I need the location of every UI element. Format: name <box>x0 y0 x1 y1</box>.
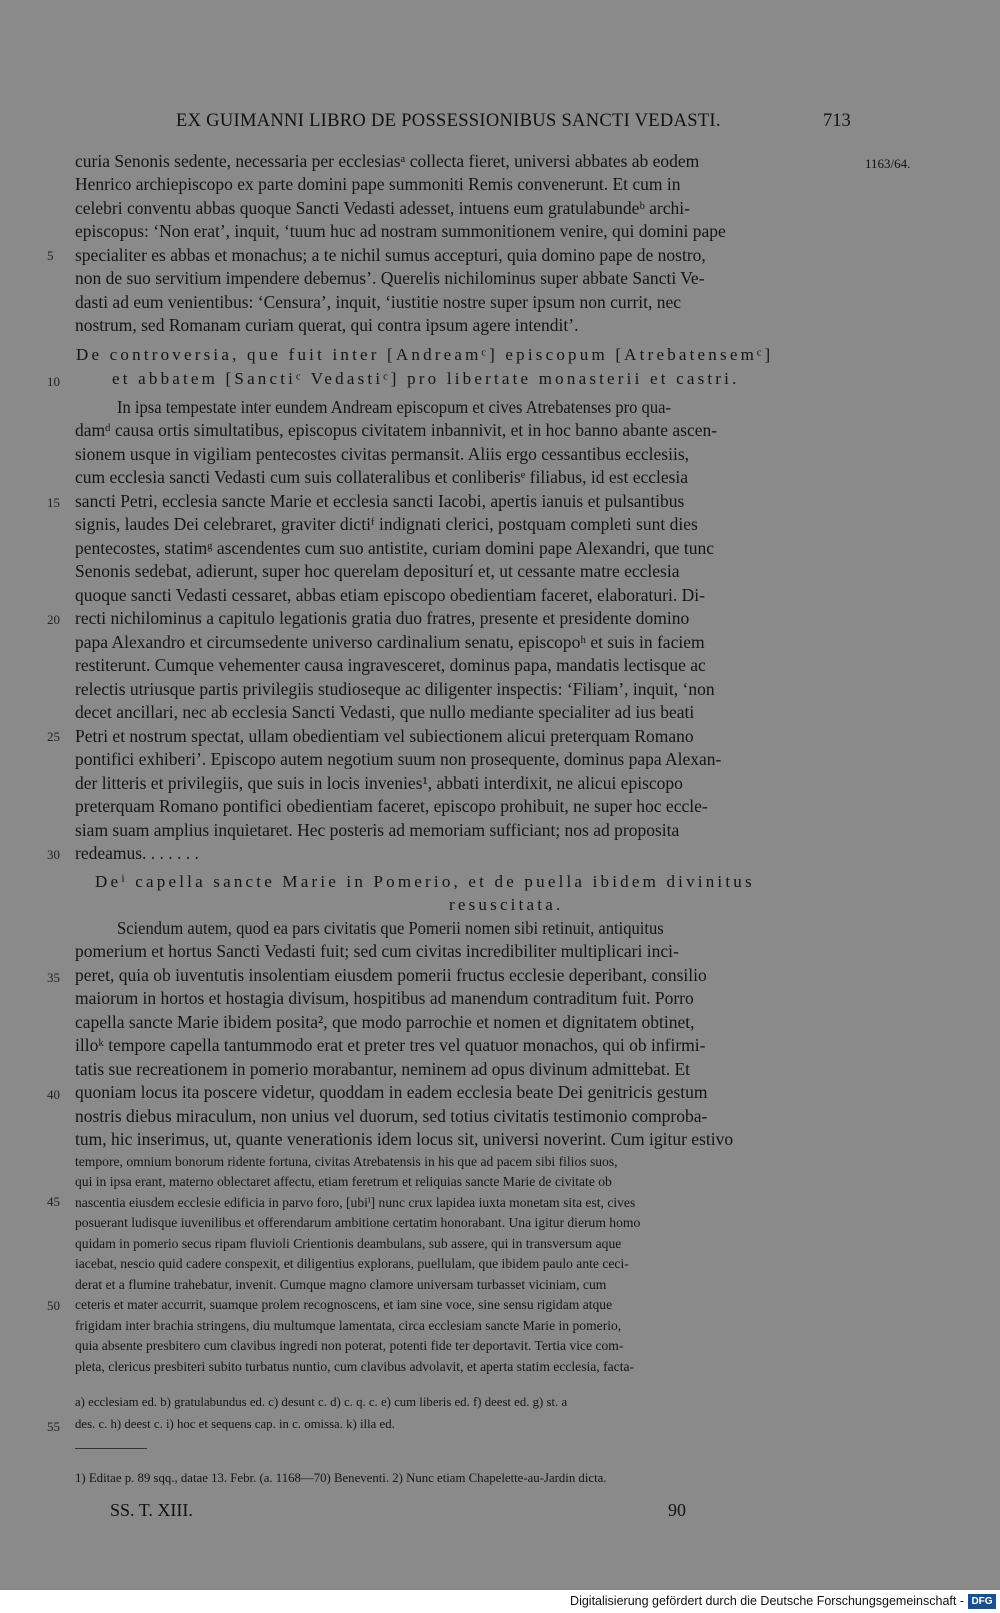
body-line: celebri conventu abbas quoque Sancti Vedasti adesset, intuens eum gratulabundeᵇ archi- <box>75 198 690 218</box>
small-print-line: quidam in pomerio secus ripam fluvioli Crientionis deambulans, sub assere, qui in transversum aque <box>75 1236 622 1251</box>
body-line: preterquam Romano pontifici obedientiam faceret, episcopo prohibuit, ne super hoc eccle- <box>75 796 708 816</box>
body-line: pomerium et hortus Sancti Vedasti fuit; sed cum civitas incredibiliter multiplicari inci- <box>75 941 679 961</box>
small-print-line: quia absente presbitero cum clavibus ingredi non poterat, potenti fide ter deportavit. Tertia vice com- <box>75 1338 624 1353</box>
line-number: 35 <box>47 970 60 985</box>
running-title: EX GUIMANNI LIBRO DE POSSESSIONIBUS SANCTI VEDASTI. <box>176 111 721 131</box>
small-print-line: posuerant ludisque iuvenilibus et offerendarum ambitione certatim honorabant. Una igitur dierum homo <box>75 1215 641 1230</box>
body-line: papa Alexandro et circumsedente universo cardinalium senatu, episcopoʰ et suis in faciem <box>75 632 705 652</box>
section-heading-line: resuscitata. <box>449 895 564 914</box>
line-number: 30 <box>47 847 60 862</box>
body-line: In ipsa tempestate inter eundem Andream episcopum et cives Atrebatenses pro qua- <box>117 397 671 417</box>
body-line: episcopus: ‘Non erat’, inquit, ‘tuum huc ad nostram summonitionem venire, qui domini pape <box>75 221 726 241</box>
line-number: 20 <box>47 612 60 627</box>
small-print-line: pleta, clericus presbiteri subito turbatus nuntio, cum clavibus advolavit, et aperta statim ecclesia, facta- <box>75 1359 635 1374</box>
line-number: 45 <box>47 1194 60 1209</box>
page-number: 713 <box>823 111 851 131</box>
body-line: tatis sue recreationem in pomerio morabantur, neminem ad opus divinum admittebat. Et <box>75 1059 691 1079</box>
footer-bar <box>0 1590 1000 1613</box>
body-line: tum, hic inserimus, ut, quante venerationis idem locus sit, universi noverint. Cum igitur estivo <box>75 1129 734 1149</box>
dfg-logo-icon: DFG <box>968 1594 996 1609</box>
body-line: sionem usque in vigiliam pentecostes civitas permansit. Aliis ergo cessantibus ecclesiis, <box>75 444 690 464</box>
body-line: quoniam locus ita poscere videtur, quoddam in eadem ecclesia beate Dei genitricis gestum <box>75 1082 708 1102</box>
line-number: 5 <box>47 248 54 263</box>
body-line: Senonis sedebat, adierunt, super hoc querelam depositurí et, ut cessante matre ecclesia <box>75 561 680 581</box>
footnotes: 1) Editae p. 89 sqq., datae 13. Febr. (a. 1168—70) Beneventi. 2) Nunc etiam Chapelette-au-Jardin dicta. <box>75 1471 607 1485</box>
body-line: non de suo servitium impendere debemus’. Querelis nichilominus super abbate Sancti Ve- <box>75 268 705 288</box>
body-line: recti nichilominus a capitulo legationis gratia duo fratres, presente et presidente domino <box>75 608 690 628</box>
body-line: damᵈ causa ortis simultatibus, episcopus civitatem inbannivit, et in hoc banno abante ascen- <box>75 420 718 440</box>
body-line: dasti ad eum venientibus: ‘Censura’, inquit, ‘iustitie nostre super ipsum non currit, nec <box>75 292 682 312</box>
body-line: redeamus. . . . . . . <box>75 843 199 863</box>
small-print-line: qui in ipsa erant, materno oblectaret affectu, etiam feretrum et reliquias sancte Marie de civitate ob <box>75 1174 612 1189</box>
body-line: der litteris et privilegiis, que suis in locis invenies¹, abbati interdixit, ne alicui episcopo <box>75 773 683 793</box>
body-line: pontifici exhiberi’. Episcopo autem negotium suum non prosequente, dominus papa Alexan- <box>75 749 722 769</box>
body-line: Sciendum autem, quod ea pars civitatis que Pomerii nomen sibi retinuit, antiquitus <box>117 918 664 938</box>
line-number: 50 <box>47 1298 60 1313</box>
body-line: nostris diebus miraculum, non unius vel duorum, sed totius civitatis testimonio comproba- <box>75 1106 708 1126</box>
small-print-line: derat et a flumine trahebatur, invenit. Cumque magno clamore universam turbasset viciniam, cum <box>75 1277 607 1292</box>
line-number: 15 <box>47 495 60 510</box>
small-print-line: frigidam inter brachia stringens, diu multumque lamentata, circa ecclesiam sancte Marie in pomerio, <box>75 1318 622 1333</box>
body-line: cum ecclesia sancti Vedasti cum suis collateralibus et conliberisᵉ filiabus, id est ecclesia <box>75 467 689 487</box>
body-line: maiorum in hortos et hostagia divisum, hospitibus ad manendum contraditum fuit. Porro <box>75 988 694 1008</box>
small-print-line: ceteris et mater accurrit, suamque prolem recognoscens, et iam sine voce, sine sensu rigidam atque <box>75 1297 613 1312</box>
body-line: relectis utriusque partis privilegiis studioseque ac diligenter inspectis: ‘Filiam’, inquit, ‘non <box>75 679 715 699</box>
small-print-line: tempore, omnium bonorum ridente fortuna, civitas Atrebatensis in his que ad pacem sibi filios suos, <box>75 1154 618 1169</box>
small-print-line: nascentia eiusdem ecclesie edificia in parvo foro, [ubiⁱ] nunc crux lapidea iuxta monetam sita est, cives <box>75 1195 636 1210</box>
section-heading-line: Deⁱ capella sancte Marie in Pomerio, et de puella ibidem divinitus <box>95 872 755 891</box>
body-line: sancti Petri, ecclesia sancte Marie et ecclesia sancti Iacobi, apertis ianuis et pulsantibus <box>75 491 685 511</box>
body-line: siam suam amplius inquietaret. Hec posteris ad memoriam sufficiant; nos ad proposita <box>75 820 680 840</box>
body-line: Henrico archiepiscopo ex parte domini pape summoniti Remis convenerunt. Et cum in <box>75 174 681 194</box>
critical-note-line: des. c. h) deest c. i) hoc et sequens cap. in c. omissa. k) illa ed. <box>75 1417 395 1431</box>
section-heading-line: De controversia, que fuit inter [Andreamᶜ] episcopum [Atrebatensemᶜ] <box>76 345 774 364</box>
signature-mark: SS. T. XIII. <box>110 1500 193 1520</box>
body-line: pentecostes, statimᵍ ascendentes cum suo antistite, curiam domini pape Alexandri, que tunc <box>75 538 714 558</box>
body-line: curia Senonis sedente, necessaria per ecclesiasᵃ collecta fieret, universi abbates ab eodem <box>75 151 700 171</box>
body-line: peret, quia ob iuventutis insolentiam eiusdem pomerii fructus ecclesie deperibant, consilio <box>75 965 707 985</box>
line-number: 55 <box>47 1419 60 1434</box>
body-line: restiterunt. Cumque vehementer causa ingravesceret, dominus papa, mandatis lectisque ac <box>75 655 706 675</box>
body-line: quoque sancti Vedasti cessaret, abbas etiam episcopo obedientiam faceret, elaboraturi. Di- <box>75 585 705 605</box>
body-line: signis, laudes Dei celebraret, graviter dictiᶠ indignati clerici, postquam completi sunt dies <box>75 514 698 534</box>
sheet-number: 90 <box>668 1500 686 1520</box>
body-line: illoᵏ tempore capella tantummodo erat et preter tres vel quatuor monachos, qui ob infirmi- <box>75 1035 706 1055</box>
margin-date: 1163/64. <box>865 156 911 171</box>
body-line: capella sancte Marie ibidem posita², que modo parrochie et nomen et dignitatem obtinet, <box>75 1012 695 1032</box>
section-heading-line: et abbatem [Sanctiᶜ Vedastiᶜ] pro libertate monasterii et castri. <box>112 369 740 388</box>
body-line: specialiter es abbas et monachus; a te nichil sumus accepturi, quia domino pape de nostro, <box>75 245 706 265</box>
line-number: 25 <box>47 729 60 744</box>
body-line: decet ancillari, nec ab ecclesia Sancti Vedasti, que nullo mediante specialiter ad ius beati <box>75 702 695 722</box>
small-print-line: iacebat, nescio quid cadere conspexit, et diligentius explorans, puellulam, que ibidem paulo ante ceci- <box>75 1256 629 1271</box>
footnote-rule <box>75 1448 147 1449</box>
body-line: Petri et nostrum spectat, ullam obedientiam vel subiectionem alicui preterquam Romano <box>75 726 694 746</box>
critical-note-line: a) ecclesiam ed. b) gratulabundus ed. c) desunt c. d) c. q. c. e) cum liberis ed. f) deest ed. g) st. a <box>75 1395 568 1409</box>
line-number: 40 <box>47 1087 60 1102</box>
dfg-credit: Digitalisierung gefördert durch die Deutsche Forschungsgemeinschaft - <box>570 1594 964 1608</box>
line-number: 10 <box>47 374 60 389</box>
body-line: nostrum, sed Romanam curiam querat, qui contra ipsum agere intendit’. <box>75 315 579 335</box>
